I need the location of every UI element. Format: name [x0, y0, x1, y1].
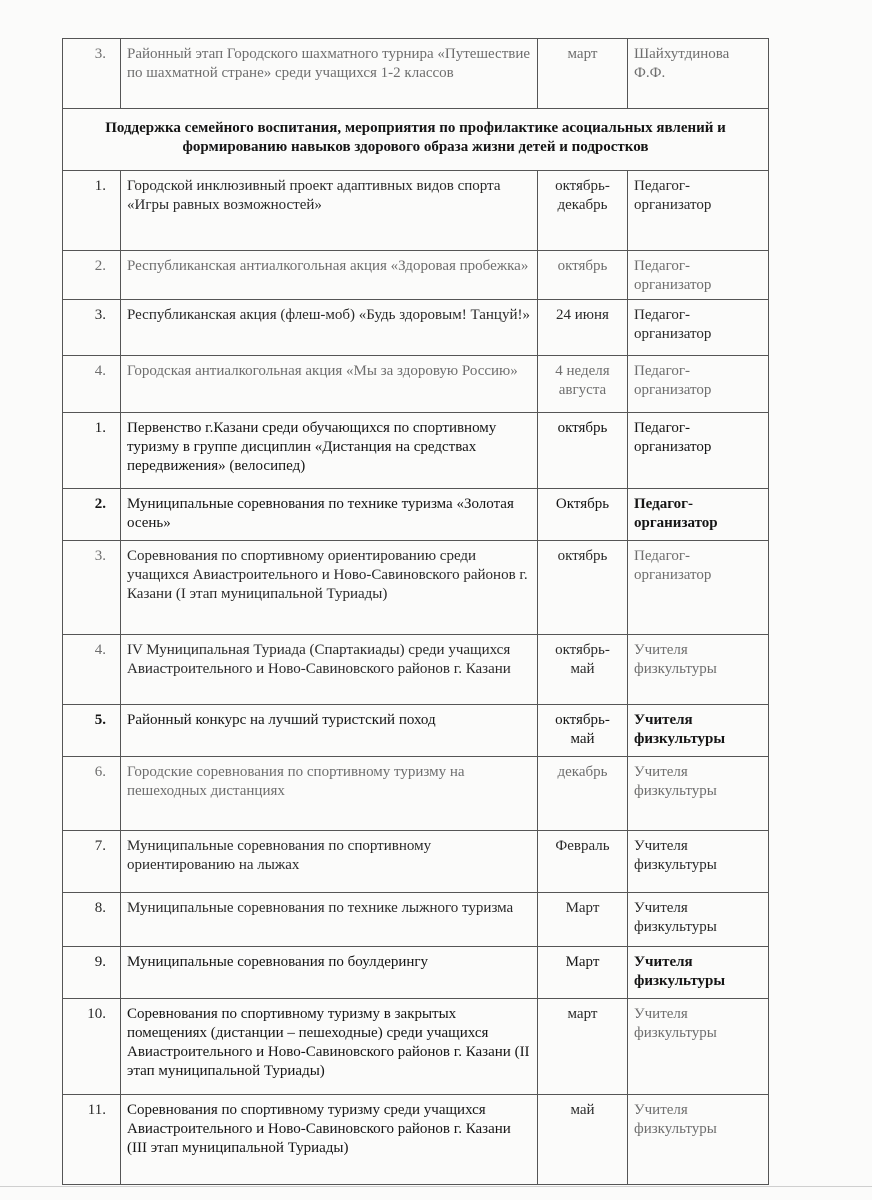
table-row: [63, 489, 769, 541]
row-number: 3.: [63, 300, 121, 356]
section-row: [63, 109, 769, 171]
table-row: [63, 541, 769, 635]
responsible-person: Учителя физкультуры: [628, 893, 769, 947]
activities-table: [62, 38, 769, 1185]
row-number: 9.: [63, 947, 121, 999]
event-date: октябрь-май: [538, 635, 628, 705]
event-name: Муниципальные соревнования по боулдерингу: [121, 947, 538, 999]
event-date: март: [538, 39, 628, 109]
row-number: 4.: [63, 356, 121, 413]
event-date: декабрь: [538, 757, 628, 831]
table-row: [63, 356, 769, 413]
row-number: 11.: [63, 1095, 121, 1185]
event-name: Муниципальные соревнования по технике туризма «Золотая осень»: [121, 489, 538, 541]
table-row: [63, 39, 769, 109]
event-date: Март: [538, 947, 628, 999]
row-number: 2.: [63, 489, 121, 541]
table-row: [63, 999, 769, 1095]
responsible-person: Учителя физкультуры: [628, 947, 769, 999]
responsible-person: Учителя физкультуры: [628, 757, 769, 831]
event-date: 4 неделя августа: [538, 356, 628, 413]
responsible-person: Педагог-организатор: [628, 489, 769, 541]
responsible-person: Педагог-организатор: [628, 413, 769, 489]
row-number: 4.: [63, 635, 121, 705]
row-number: 10.: [63, 999, 121, 1095]
row-number: 6.: [63, 757, 121, 831]
table-row: [63, 893, 769, 947]
responsible-person: Учителя физкультуры: [628, 831, 769, 893]
row-number: 1.: [63, 413, 121, 489]
event-name: Муниципальные соревнования по технике лыжного туризма: [121, 893, 538, 947]
event-date: Октябрь: [538, 489, 628, 541]
responsible-person: Учителя физкультуры: [628, 999, 769, 1095]
row-number: 1.: [63, 171, 121, 251]
event-date: октябрь-декабрь: [538, 171, 628, 251]
event-date: 24 июня: [538, 300, 628, 356]
event-name: Городская антиалкогольная акция «Мы за здоровую Россию»: [121, 356, 538, 413]
responsible-person: Педагог-организатор: [628, 171, 769, 251]
event-date: октябрь: [538, 413, 628, 489]
responsible-person: Педагог-организатор: [628, 356, 769, 413]
row-number: 7.: [63, 831, 121, 893]
responsible-person: Шайхутдинова Ф.Ф.: [628, 39, 769, 109]
event-date: Февраль: [538, 831, 628, 893]
event-date: октябрь: [538, 541, 628, 635]
responsible-person: Учителя физкультуры: [628, 635, 769, 705]
responsible-person: Учителя физкультуры: [628, 705, 769, 757]
table-row: [63, 171, 769, 251]
responsible-person: Педагог-организатор: [628, 541, 769, 635]
section-title: Поддержка семейного воспитания, мероприятия по профилактике асоциальных явлений и формированию навыков здорового образа жизни детей и подростков: [63, 109, 769, 171]
event-date: октябрь: [538, 251, 628, 300]
event-date: Март: [538, 893, 628, 947]
table-row: [63, 757, 769, 831]
table-row: [63, 413, 769, 489]
event-name: Республиканская акция (флеш-моб) «Будь здоровым! Танцуй!»: [121, 300, 538, 356]
responsible-person: Педагог-организатор: [628, 251, 769, 300]
row-number: 8.: [63, 893, 121, 947]
event-name: IV Муниципальная Туриада (Спартакиады) среди учащихся Авиастроительного и Ново-Савиновского районов г. Казани: [121, 635, 538, 705]
table-row: [63, 705, 769, 757]
event-name: Городские соревнования по спортивному туризму на пешеходных дистанциях: [121, 757, 538, 831]
row-number: 2.: [63, 251, 121, 300]
table-row: [63, 947, 769, 999]
table-row: [63, 300, 769, 356]
row-number: 3.: [63, 39, 121, 109]
event-date: май: [538, 1095, 628, 1185]
event-name: Районный этап Городского шахматного турнира «Путешествие по шахматной стране» среди учащихся 1-2 классов: [121, 39, 538, 109]
event-name: Первенство г.Казани среди обучающихся по спортивному туризму в группе дисциплин «Дистанция на средствах передвижения» (велосипед): [121, 413, 538, 489]
event-name: Республиканская антиалкогольная акция «Здоровая пробежка»: [121, 251, 538, 300]
responsible-person: Педагог-организатор: [628, 300, 769, 356]
event-name: Городской инклюзивный проект адаптивных видов спорта «Игры равных возможностей»: [121, 171, 538, 251]
event-name: Муниципальные соревнования по спортивному ориентированию на лыжах: [121, 831, 538, 893]
event-name: Районный конкурс на лучший туристский поход: [121, 705, 538, 757]
event-name: Соревнования по спортивному туризму в закрытых помещениях (дистанции – пешеходные) среди учащихся Авиастроительного и Ново-Савиновского районов г. Казани (II этап муниципальной Туриады): [121, 999, 538, 1095]
table-row: [63, 251, 769, 300]
responsible-person: Учителя физкультуры: [628, 1095, 769, 1185]
table-row: [63, 831, 769, 893]
row-number: 3.: [63, 541, 121, 635]
row-number: 5.: [63, 705, 121, 757]
event-date: октябрь-май: [538, 705, 628, 757]
table-row: [63, 1095, 769, 1185]
event-name: Соревнования по спортивному туризму среди учащихся Авиастроительного и Ново-Савиновского районов г. Казани (III этап муниципальной Туриады): [121, 1095, 538, 1185]
event-date: март: [538, 999, 628, 1095]
event-name: Соревнования по спортивному ориентированию среди учащихся Авиастроительного и Ново-Савиновского районов г. Казани (I этап муниципальной Туриады): [121, 541, 538, 635]
table-row: [63, 635, 769, 705]
page-edge-line: [0, 1186, 872, 1187]
